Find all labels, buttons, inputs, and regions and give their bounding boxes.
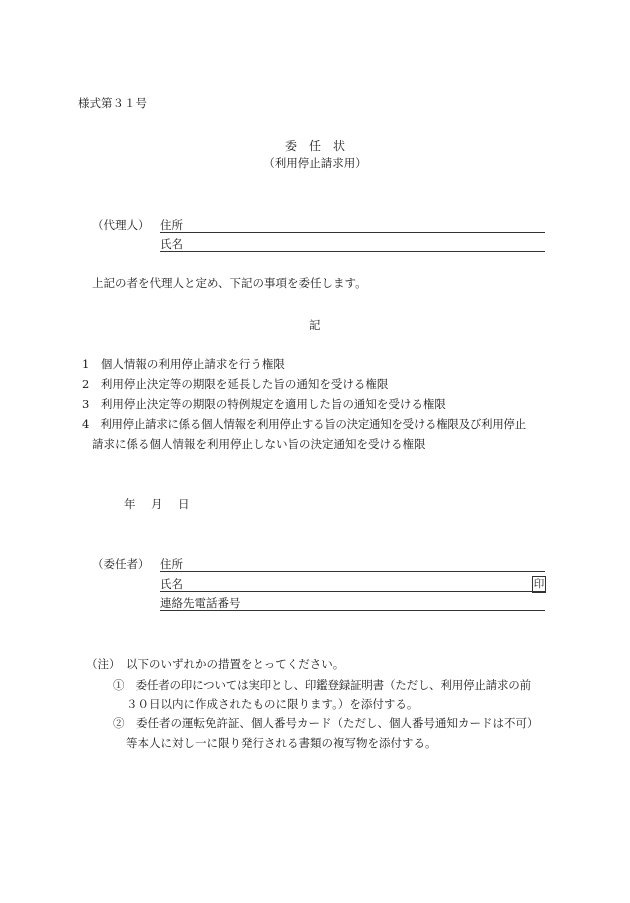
document-subtitle: （利用停止請求用） (263, 156, 367, 170)
note-line: ① 委任者の印については実印とし、印鑑登録証明書（ただし、利用停止請求の前 (113, 678, 531, 692)
note-line: ３０日以内に作成されたものに限ります。）を添付する。 (126, 697, 419, 711)
ki-heading: 記 (309, 318, 321, 332)
delegation-statement: 上記の者を代理人と定め、下記の事項を委任します。 (92, 276, 367, 290)
agent-address-label: 住所 (160, 218, 183, 232)
note-line: 等本人に対し一に限り発行される書類の複写物を添付する。 (126, 736, 437, 750)
principal-name-label: 氏名 (160, 577, 183, 591)
principal-phone-line (160, 610, 545, 611)
date-line: 年 月 日 (124, 497, 192, 511)
list-item: 2 利用停止決定等の期限を延長した旨の通知を受ける権限 (82, 377, 389, 391)
notes-label: （注） (86, 657, 121, 671)
document-title: 委 任 状 (284, 139, 345, 153)
list-item-continuation: 請求に係る個人情報を利用停止しない旨の決定通知を受ける権限 (92, 437, 426, 451)
list-item: 4 利用停止請求に係る個人情報を利用停止する旨の決定通知を受ける権限及び利用停止 (82, 417, 526, 431)
principal-name-line (160, 591, 545, 592)
seal-mark: 印 (532, 576, 546, 593)
list-item: 1 個人情報の利用停止請求を行う権限 (82, 357, 285, 371)
principal-address-label: 住所 (160, 557, 183, 571)
note-line: ② 委任者の運転免許証、個人番号カード（ただし、個人番号通知カードは不可） (113, 716, 539, 730)
notes-intro: 以下のいずれかの措置をとってください。 (126, 657, 345, 671)
list-item: 3 利用停止決定等の期限の特例規定を適用した旨の通知を受ける権限 (82, 397, 446, 411)
agent-address-line (160, 232, 545, 233)
agent-name-label: 氏名 (160, 237, 183, 251)
principal-address-line (160, 571, 545, 572)
principal-phone-label: 連絡先電話番号 (160, 596, 241, 610)
form-number: 様式第３１号 (78, 96, 147, 110)
principal-label: （委任者） (92, 557, 150, 571)
agent-label: （代理人） (92, 218, 150, 232)
agent-name-line (160, 251, 545, 252)
